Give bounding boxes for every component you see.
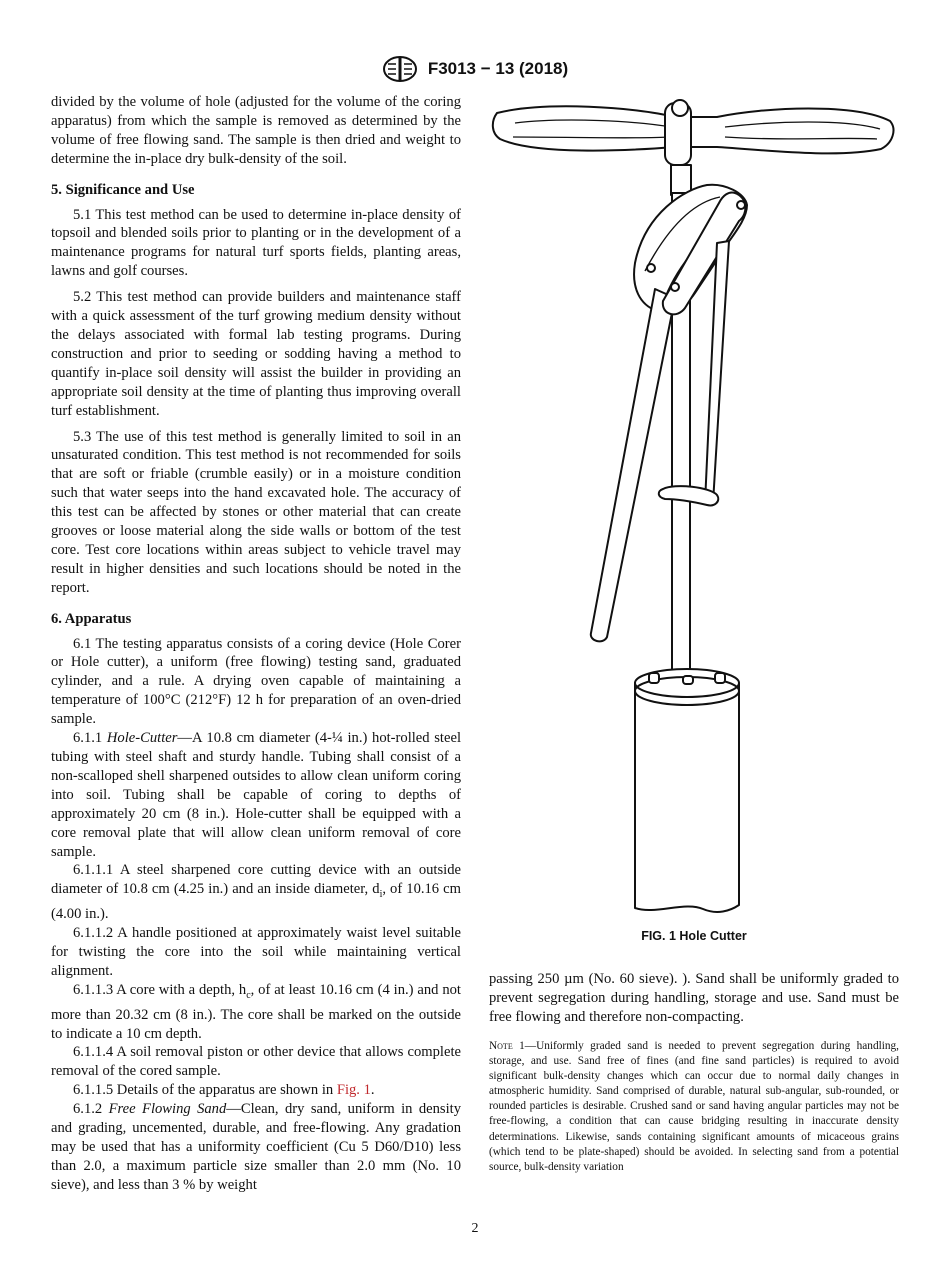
subscript-i: i [379,889,383,901]
para-number: 6.1.1 [73,730,103,747]
note-1 [489,1039,899,1175]
right-column-continuation: passing 250 µm (No. 60 sieve). ). Sand shall be uniformly graded to prevent segregation during handling, storage and use. Sand must be free flowing and therefore non-compacting. [489,971,899,1025]
section-6-heading: 6. Apparatus [51,610,132,627]
para-6-1-1-5 [51,1081,461,1100]
para-text-b: . [370,1082,375,1099]
para-5-2: 5.2 This test method can provide builders and maintenance staff with a quick assessment of the turf growing medium density without the delays associated with formal lab testing programs. During construction and prior to seeding or sodding having a method to quantify in-place soil density will assist the builder in providing an appropriate soil density at the time of planting thus improving overall turf establishment. [51,289,461,419]
hole-cutter-figure [485,93,905,923]
para-text: —Clean, dry sand, uniform in density and grading, uncemented, durable, and free-flowing. Any gradation may be used that has a uniformity coefficient (Cu 5 D60/D10) less than 2.0, a maximum particle size smaller than 2.0 mm (No. 10 sieve), and less than 3 % by weight [51,1101,462,1193]
para-text-b: , of 10.16 cm (4.00 in.). [51,881,461,923]
left-column [51,93,461,1195]
para-text-b: , of at least 10.16 cm (4 in.) and not more than 20.32 cm (8 in.). The core shall be marked on the outside to indicate a 10 cm depth. [51,981,461,1042]
astm-logo-icon [382,56,418,82]
para-6-1-1-4: 6.1.1.4 A soil removal piston or other device that allows complete removal of the cored sample. [51,1044,461,1080]
para-6-1-1-2: 6.1.1.2 A handle positioned at approximately waist level suitable for twisting the core into the soil while maintaining vertical alignment. [51,925,461,979]
para-text: —A 10.8 cm diameter (4-¼ in.) hot-rolled steel tubing with steel shaft and sturdy handle. Tubing shall consist of a non-scalloped shell sharpened outsides to allow clean uniform coring into soil. Tubing shall be capable of coring to depths of approximately 20 cm (8 in.). Hole-cutter shall be equipped with a core removal plate that will allow clean uniform removal of core sample. [51,730,461,860]
note-text: —Uniformly graded sand is needed to prevent segregation during handling, storage, and use. Sand free of fines (and fine sand particles) is required to avoid significant bulk-density changes which can occur due to normal daily changes in atmospheric humidity. Sand comprised of durable, natural sub-angular, sub-rounded, or rounded particles is desirable. Crushed sand or sand having angular particles may not be free-flowing, a condition that can cause bridging resulting in inaccurate density determinations. Likewise, sands containing significant amounts of micaceous grains (which tend to be plate-shaped) should be avoided. In selecting sand from a potential source, bulk-density variation [489,1040,899,1173]
page-number: 2 [471,1221,479,1236]
figure-caption: FIG. 1 Hole Cutter [641,929,747,943]
note-label: Note 1 [489,1040,525,1052]
lever-arm [591,289,675,641]
para-number: 6.1.2 [73,1101,103,1118]
para-6-1-1 [51,729,461,861]
t-handle [493,106,894,153]
term-free-flowing-sand: Free Flowing Sand [108,1101,227,1118]
section-5-heading: 5. Significance and Use [51,181,195,198]
para-5-3: 5.3 The use of this test method is generally limited to soil in an unsaturated condition. This test method is not recommended for soils that are soft or friable (crumble easily) or in a moisture condition such that water seeps into the hand excavated hole. The accuracy of this test can be affected by stones or other material that can create grooves or loose material along the side walls or bottom of the test core. Test core locations within areas subject to vehicle travel may result in higher densities and such locations should be noted in the report. [51,428,461,596]
subscript-c: c [246,989,251,1001]
para-text-a: 6.1.1.1 A steel sharpened core cutting device with an outside diameter of 10.8 cm (4.25 in.) and an inside diameter, d [51,862,461,898]
term-hole-cutter: Hole-Cutter [106,730,178,747]
para-6-1: 6.1 The testing apparatus consists of a coring device (Hole Corer or Hole cutter), a uniform (free flowing) testing sand, graduated cylinder, and a rule. A drying oven capable of maintaining a temperature of 100°C (212°F) 12 h for preparation of an oven-dried sample. [51,635,461,728]
intro-paragraph: divided by the volume of hole (adjusted for the volume of the coring apparatus) from which the sample is removed as determined by the volume of free flowing sand. The sample is then dried and weight to determine the in-place dry bulk-density of the soil. [51,94,461,167]
para-text-a: 6.1.1.3 A core with a depth, h [73,981,247,998]
para-6-1-1-3 [51,981,461,1044]
para-5-1: 5.1 This test method can be used to determine in-place density of topsoil and blended soils prior to planting or in the development of a maintenance programs for natural turf sports fields, planting areas, lawns and golf courses. [51,206,461,280]
para-text-a: 6.1.1.5 Details of the apparatus are shown in [73,1082,337,1099]
para-6-1-2 [51,1100,461,1195]
fig-1-link[interactable]: Fig. 1 [336,1082,371,1099]
push-rod [705,241,729,503]
para-6-1-1-1 [51,861,461,924]
page-header [0,56,950,82]
core-tube [635,683,739,912]
standard-number: F3013 − 13 (2018) [427,59,569,78]
